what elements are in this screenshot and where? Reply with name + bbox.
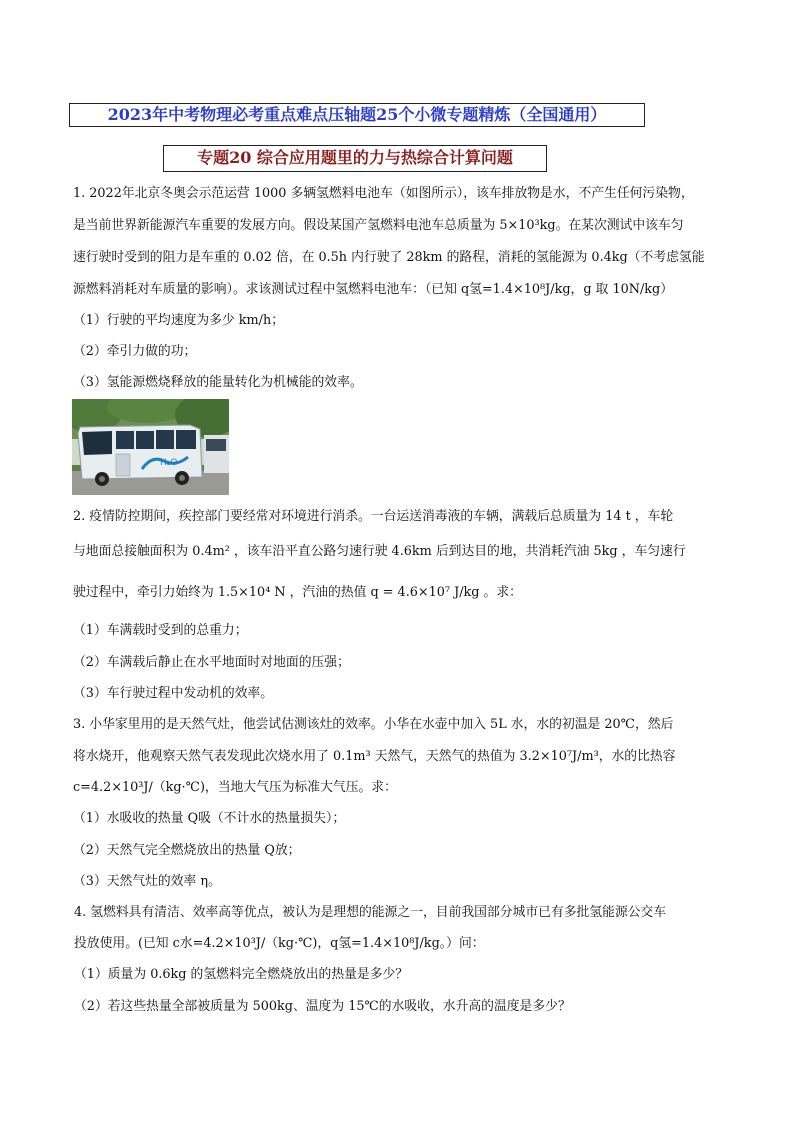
bus-photo — [72, 399, 229, 495]
q1-part-2: （2）牵引力做的功； — [73, 344, 197, 359]
q3-part-2: （2）天然气完全燃烧放出的热量 Q放； — [73, 843, 301, 858]
q2-part-2: （2）车满载后静止在水平地面时对地面的压强； — [73, 655, 350, 670]
q4-part-1: （1）质量为 0.6kg 的氢燃料完全燃烧放出的热量是多少？ — [74, 967, 409, 982]
q1-line-2: 是当前世界新能源汽车重要的发展方向。假设某国产氢燃料电池车总质量为 5×10³kg。在某次测试中该车匀 — [73, 218, 684, 233]
q1-line-1: 1. 2022年北京冬奥会示范运营 1000 多辆氢燃料电池车（如图所示），该车排放物是水，不产生任何污染物， — [73, 186, 694, 201]
q3-line-1: 3. 小华家里用的是天然气灶，他尝试估测该灶的效率。小华在水壶中加入 5L 水，水的初温是 20℃，然后 — [73, 717, 674, 732]
q4-part-2: （2）若这些热量全部被质量为 500kg、温度为 15℃的水吸收，水升高的温度是多少？ — [74, 999, 571, 1014]
q1-part-1: （1）行驶的平均速度为多少 km/h； — [73, 313, 285, 328]
q1-line-4: 源燃料消耗对车质量的影响）。求该测试过程中氢燃料电池车：（已知 q氢=1.4×10⁸J/kg，g 取 10N/kg） — [73, 282, 674, 297]
q3-line-3: c=4.2×10³J/（kg·℃)，当地大气压为标准大气压。求： — [73, 780, 397, 795]
q3-part-3: （3）天然气灶的效率 η。 — [73, 874, 221, 889]
q2-line-3: 驶过程中，牵引力始终为 1.5×10⁴ N ，汽油的热值 q = 4.6×10⁷ J/kg 。求： — [73, 585, 522, 600]
q3-part-1: （1）水吸收的热量 Q吸（不计水的热量损失）； — [73, 811, 346, 826]
q2-part-1: （1）车满载时受到的总重力； — [73, 623, 248, 638]
q1-part-3: （3）氢能源燃烧释放的能量转化为机械能的效率。 — [73, 375, 363, 390]
q1-line-3: 速行驶时受到的阻力是车重的 0.02 倍，在 0.5h 内行驶了 28km 的路程，消耗的氢能源为 0.4kg（不考虑氢能 — [73, 250, 705, 265]
q2-line-2: 与地面总接触面积为 0.4m² ，该车沿平直公路匀速行驶 4.6km 后到达目的地，共消耗汽油 5kg ，车匀速行 — [73, 544, 686, 559]
document-title: 2023年中考物理必考重点难点压轴题25个小微专题精炼（全国通用） — [69, 103, 645, 127]
q2-line-1: 2. 疫情防控期间，疾控部门要经常对环境进行消杀。一台运送消毒液的车辆，满载后总质量为 14 t ，车轮 — [73, 509, 674, 524]
q2-part-3: （3）车行驶过程中发动机的效率。 — [73, 686, 274, 701]
svg-text:H₂O: H₂O — [160, 458, 178, 468]
q4-line-2: 投放使用。(已知 c水=4.2×10³J/（kg·℃)，q氢=1.4×10⁸J/kg。）问： — [74, 936, 485, 951]
q4-line-1: 4. 氢燃料具有清洁、效率高等优点，被认为是理想的能源之一，目前我国部分城市已有多批氢能源公交车 — [74, 905, 667, 920]
topic-subtitle: 专题20 综合应用题里的力与热综合计算问题 — [163, 145, 547, 172]
bus-illustration — [72, 399, 229, 495]
q3-line-2: 将水烧开，他观察天然气表发现此次烧水用了 0.1m³ 天然气，天然气的热值为 3.2×10⁷J/m³，水的比热容 — [73, 749, 676, 764]
